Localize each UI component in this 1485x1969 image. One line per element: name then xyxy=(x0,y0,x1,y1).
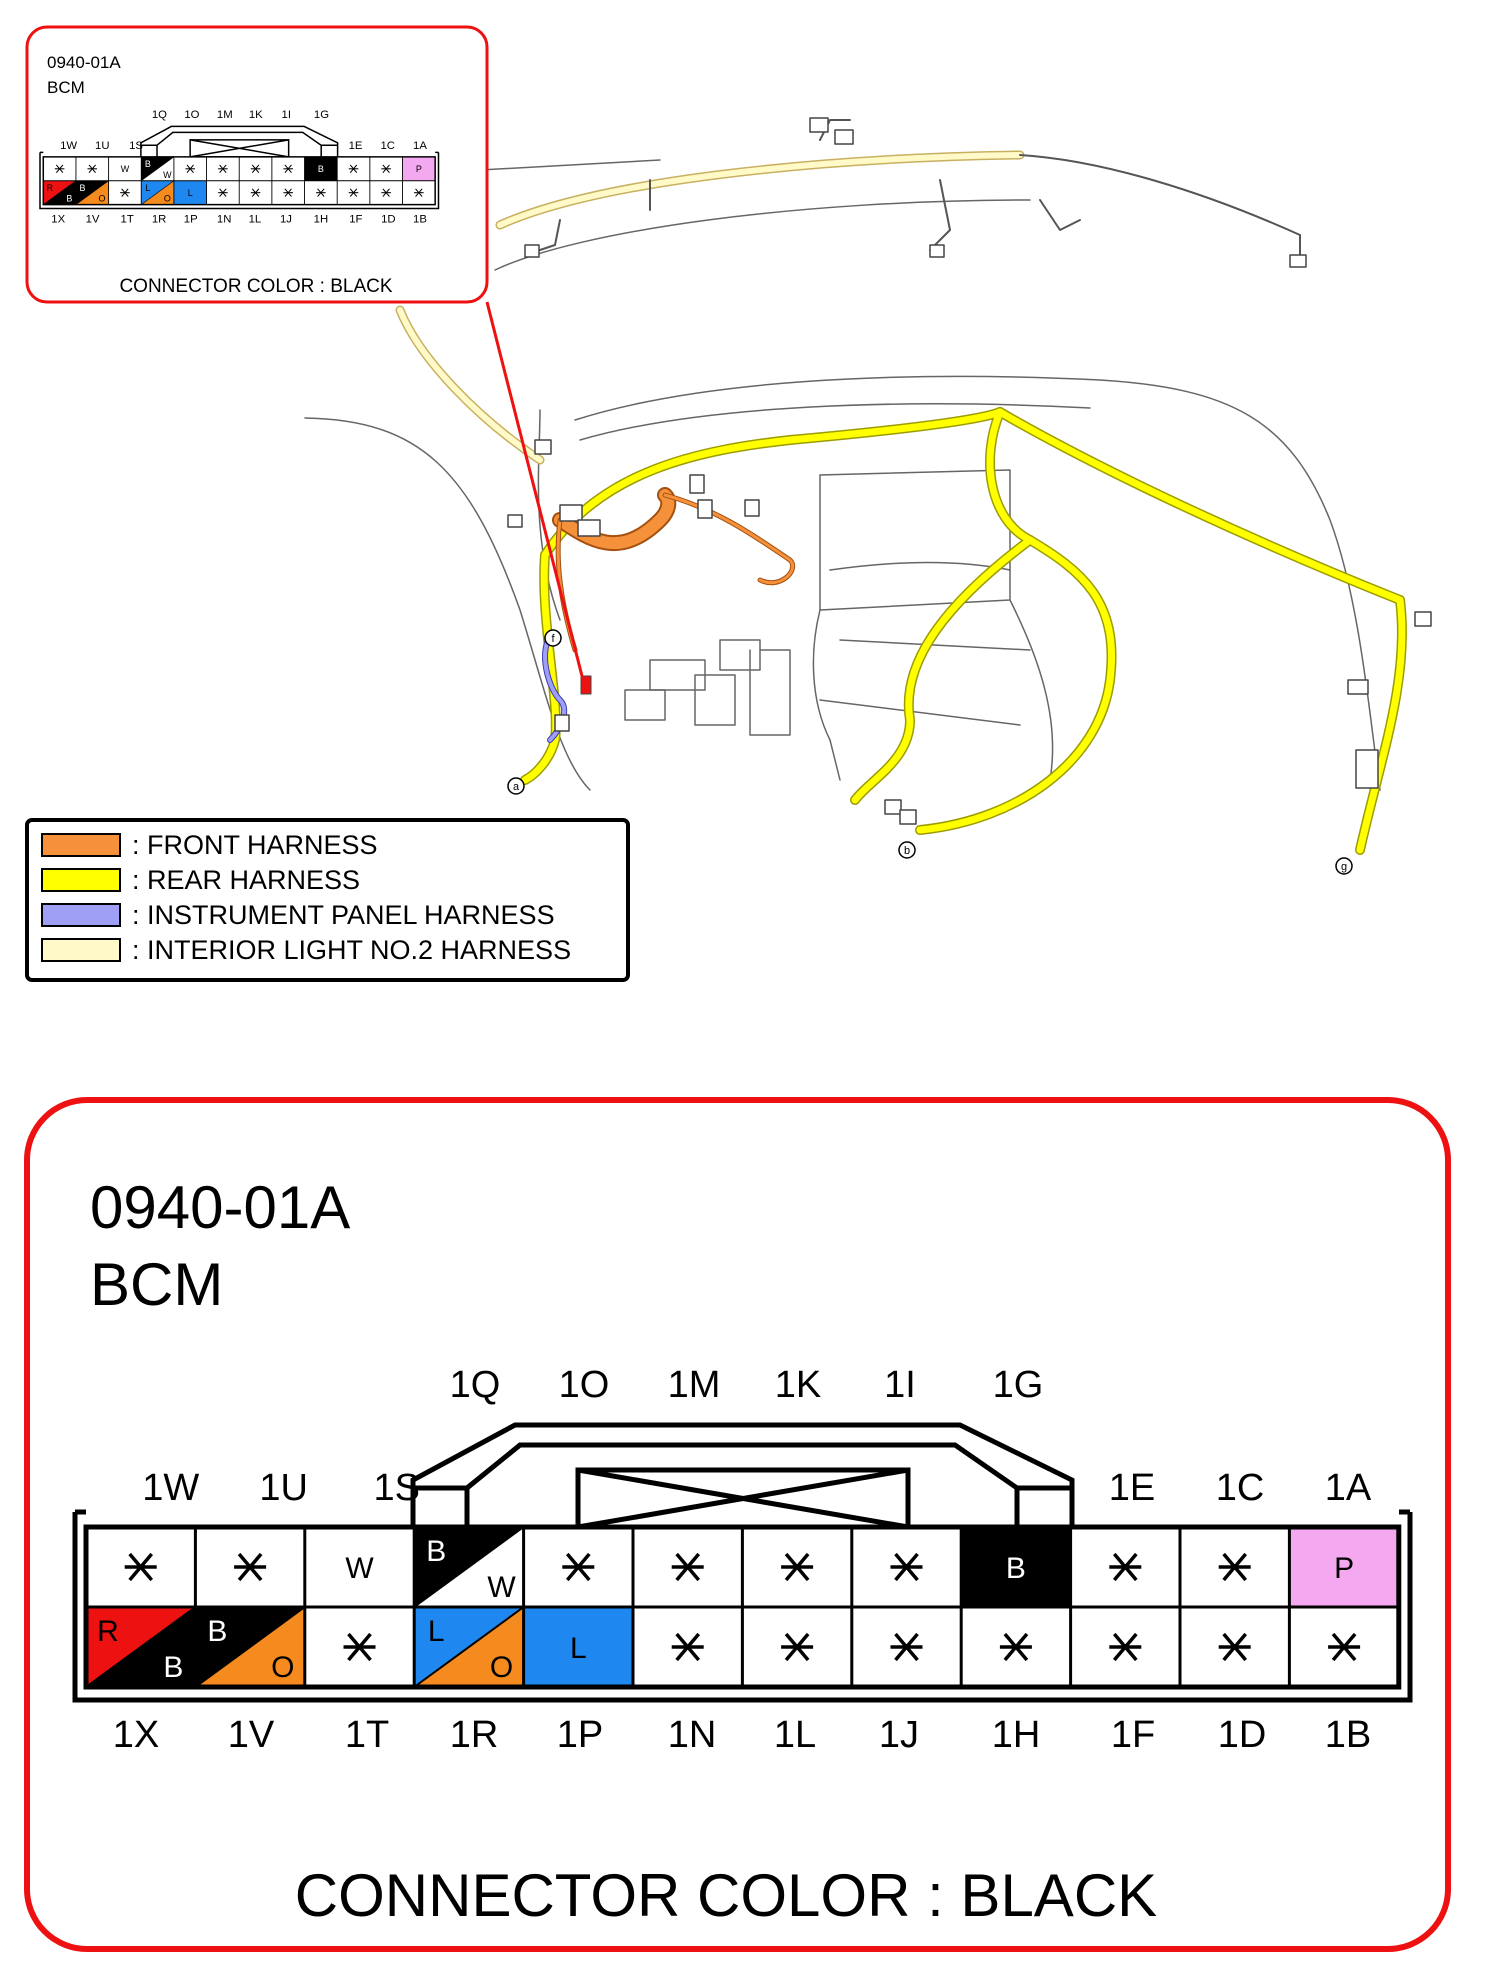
pin-label-1v: 1V xyxy=(85,213,100,226)
pin-1d xyxy=(370,181,403,205)
pin-1u xyxy=(195,1527,304,1607)
pin-label-1u: 1U xyxy=(259,1467,308,1509)
pin-label-1e: 1E xyxy=(348,139,363,152)
wire-color-secondary: O xyxy=(163,193,171,204)
pin-label-1n: 1N xyxy=(216,213,232,226)
pin-1o xyxy=(174,157,207,181)
pin-label-1f: 1F xyxy=(349,213,363,226)
wire-color-secondary: W xyxy=(163,169,172,180)
pin-1u xyxy=(76,157,109,181)
wire-color-secondary: B xyxy=(163,1651,184,1684)
legend-label-interior-light: : INTERIOR LIGHT NO.2 HARNESS xyxy=(132,935,572,965)
pin-1x xyxy=(86,1607,195,1687)
pin-1w xyxy=(86,1527,195,1607)
wire-color-secondary: O xyxy=(98,193,106,204)
pin-1e xyxy=(337,157,370,181)
pin-1h xyxy=(961,1607,1070,1687)
connector-code: 0940-01A xyxy=(90,1174,351,1241)
pin-label-1h: 1H xyxy=(313,213,329,226)
pin-label-1s: 1S xyxy=(129,139,143,152)
wire-color-secondary: O xyxy=(489,1651,514,1684)
pin-label-1t: 1T xyxy=(120,213,134,226)
callout-connector-name: BCM xyxy=(47,78,85,97)
wire-color-primary: B xyxy=(207,1615,228,1648)
pin-label-1i: 1I xyxy=(884,1364,916,1406)
pin-1k xyxy=(239,157,272,181)
legend-swatch-interior-light xyxy=(42,939,120,961)
wire-color-code: B xyxy=(1005,1552,1026,1585)
pin-1b xyxy=(402,181,435,205)
pin-1f xyxy=(1071,1607,1180,1687)
wire-color-code: L xyxy=(569,1632,587,1665)
wire-color-primary: R xyxy=(97,1615,119,1648)
pin-label-1k: 1K xyxy=(248,109,263,122)
pin-1n xyxy=(633,1607,742,1687)
legend-swatch-front xyxy=(42,834,120,856)
pin-1o xyxy=(524,1527,633,1607)
wire-color-secondary: O xyxy=(271,1651,295,1684)
pin-label-1r: 1R xyxy=(449,1714,499,1756)
pin-label-1p: 1P xyxy=(556,1714,604,1756)
pin-1s xyxy=(109,157,142,181)
pin-1p xyxy=(174,181,207,205)
pin-label-1b: 1B xyxy=(1324,1714,1372,1756)
pin-1j xyxy=(852,1607,961,1687)
pin-1c xyxy=(1180,1527,1289,1607)
pin-label-1j: 1J xyxy=(878,1714,920,1756)
pin-label-1m: 1M xyxy=(216,109,233,122)
pin-label-1h: 1H xyxy=(991,1714,1041,1756)
pin-1l xyxy=(239,181,272,205)
wire-color-primary: B xyxy=(79,182,86,193)
harness-legend xyxy=(27,820,628,980)
pin-1a xyxy=(1289,1527,1398,1607)
pin-label-1s: 1S xyxy=(373,1467,420,1509)
pin-1h xyxy=(305,181,338,205)
pin-1l xyxy=(742,1607,851,1687)
wire-color-primary: B xyxy=(144,159,151,170)
callout-leader-line xyxy=(487,302,583,680)
wire-color-code: P xyxy=(1334,1552,1355,1585)
pin-1v xyxy=(195,1607,304,1687)
wire-color-code: W xyxy=(120,164,130,175)
pin-1d xyxy=(1180,1607,1289,1687)
pin-label-1i: 1I xyxy=(281,109,291,122)
pin-label-1g: 1G xyxy=(992,1364,1044,1406)
pin-label-1m: 1M xyxy=(667,1364,721,1406)
wire-color-secondary: W xyxy=(487,1571,516,1604)
point-label-a: a xyxy=(512,781,520,793)
legend-swatch-rear xyxy=(42,869,120,891)
wire-color-primary: R xyxy=(46,182,54,193)
connector-color-caption: CONNECTOR COLOR : BLACK xyxy=(294,1862,1158,1929)
callout-connector-color: CONNECTOR COLOR : BLACK xyxy=(119,276,393,297)
pin-1w xyxy=(43,157,76,181)
pin-1n xyxy=(207,181,240,205)
wire-color-primary: L xyxy=(145,182,151,193)
pin-1q xyxy=(141,157,174,181)
pin-label-1v: 1V xyxy=(227,1714,275,1756)
pin-1v xyxy=(76,181,109,205)
pin-label-1l: 1L xyxy=(773,1714,817,1756)
pin-label-1x: 1X xyxy=(112,1714,160,1756)
wire-color-primary: L xyxy=(427,1615,445,1648)
point-label-g: g xyxy=(1340,861,1348,873)
pin-1b xyxy=(1289,1607,1398,1687)
wire-color-code: B xyxy=(317,164,324,175)
pin-1i xyxy=(852,1527,961,1607)
pin-label-1w: 1W xyxy=(142,1467,200,1509)
pin-label-1n: 1N xyxy=(667,1714,717,1756)
pin-label-1c: 1C xyxy=(1215,1467,1265,1509)
wire-color-code: W xyxy=(345,1552,374,1585)
pin-1p xyxy=(524,1607,633,1687)
pin-label-1w: 1W xyxy=(60,139,78,152)
pin-1i xyxy=(272,157,305,181)
pin-label-1p: 1P xyxy=(183,213,198,226)
pin-1k xyxy=(742,1527,851,1607)
pin-label-1j: 1J xyxy=(279,213,292,226)
callout-connector-code: 0940-01A xyxy=(47,53,121,72)
pin-1g xyxy=(961,1527,1070,1607)
pin-1a xyxy=(402,157,435,181)
pin-label-1d: 1D xyxy=(1217,1714,1267,1756)
pin-label-1b: 1B xyxy=(413,213,427,226)
pin-1e xyxy=(1071,1527,1180,1607)
pin-1c xyxy=(370,157,403,181)
pin-label-1u: 1U xyxy=(95,139,110,152)
point-label-b: b xyxy=(903,845,911,857)
pin-label-1q: 1Q xyxy=(449,1364,501,1406)
pin-1q xyxy=(414,1527,523,1607)
pin-label-1x: 1X xyxy=(51,213,66,226)
pin-1t xyxy=(109,181,142,205)
pin-1x xyxy=(43,181,76,205)
pin-label-1c: 1C xyxy=(380,139,395,152)
pin-label-1g: 1G xyxy=(313,109,330,122)
connector-callout-large xyxy=(27,1100,1448,1949)
pin-label-1e: 1E xyxy=(1108,1467,1156,1509)
pin-label-1d: 1D xyxy=(381,213,396,226)
legend-label-rear: : REAR HARNESS xyxy=(132,865,361,895)
pin-1j xyxy=(272,181,305,205)
pin-label-1o: 1O xyxy=(558,1364,610,1406)
wire-color-secondary: B xyxy=(66,193,73,204)
connector-callout-small xyxy=(27,27,487,302)
pin-label-1o: 1O xyxy=(184,109,200,122)
pin-1t xyxy=(305,1607,414,1687)
pin-1m xyxy=(633,1527,742,1607)
point-label-f: f xyxy=(551,633,555,645)
legend-swatch-instrument-panel xyxy=(42,904,120,926)
pin-1r xyxy=(414,1607,523,1687)
wire-color-primary: B xyxy=(426,1535,447,1568)
connector-name: BCM xyxy=(90,1251,224,1318)
pin-label-1l: 1L xyxy=(248,213,262,226)
pin-1r xyxy=(141,181,174,205)
pin-label-1r: 1R xyxy=(151,213,167,226)
pin-1s xyxy=(305,1527,414,1607)
legend-label-front: : FRONT HARNESS xyxy=(132,830,378,860)
wire-color-code: P xyxy=(415,164,422,175)
pin-label-1a: 1A xyxy=(1324,1467,1372,1509)
wire-color-code: L xyxy=(187,187,193,198)
legend-label-instrument-panel: : INSTRUMENT PANEL HARNESS xyxy=(132,900,555,930)
pin-1f xyxy=(337,181,370,205)
pin-label-1k: 1K xyxy=(774,1364,822,1406)
pin-label-1a: 1A xyxy=(413,139,427,152)
pin-label-1f: 1F xyxy=(1110,1714,1156,1756)
pin-label-1t: 1T xyxy=(344,1714,390,1756)
pin-label-1q: 1Q xyxy=(151,109,167,122)
pin-1g xyxy=(305,157,338,181)
pin-1m xyxy=(207,157,240,181)
